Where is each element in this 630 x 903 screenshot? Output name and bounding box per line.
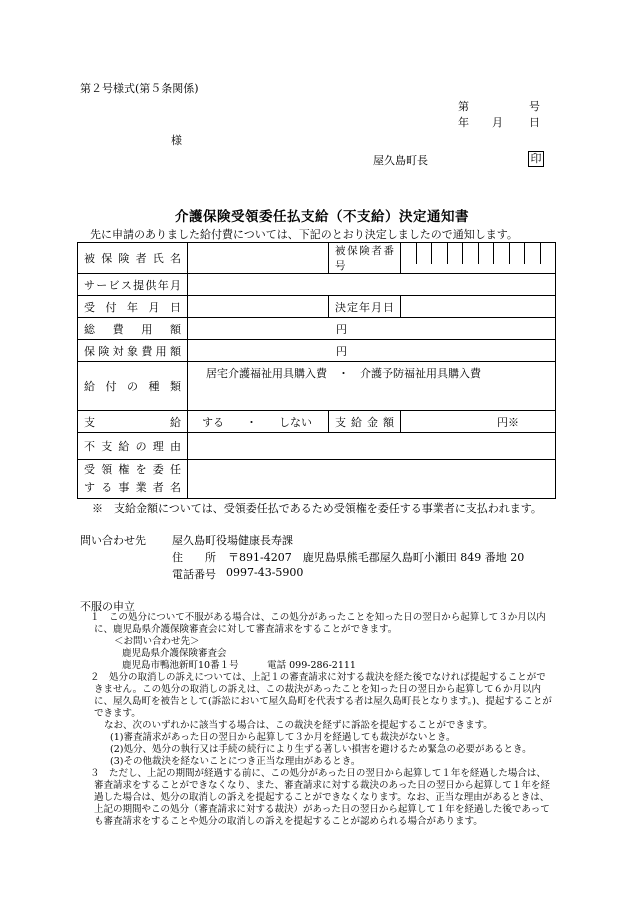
number-label-dai: 第: [458, 100, 469, 113]
contact-label: 問い合わせ先: [80, 534, 146, 547]
appeal-inquiry-address: 鹿児島市鴨池新町10番１号 電話 099-286-2111: [122, 660, 356, 671]
appeal-heading: 不服の申立: [80, 600, 135, 613]
document-title: 介護保険受領委任払支給（不支給）決定通知書: [175, 209, 469, 225]
insured-number-boxes: [401, 243, 556, 274]
appeal-paragraph-3: ３ ただし、上記の期間が経過する前に、この処分があった日の翌日から起算して１年を経過した場合は、審査請求をすることができなくなり、また、審査請求に対する裁決のあった日の翌日から起算して１年を経過した場合は、処分の取消しの訴えを提起することができなくなります。なお、正当な理由があるときは、上記の期間やこの処分（審査請求に対する裁決）があった日の翌日から起算して１年を経過した後であっても審査請求をすることや処分の取消しの訴えを提起することが認められる場合があります。: [90, 768, 550, 827]
date-label-day: 日: [529, 116, 540, 129]
label-insured-name: 被保険者氏名: [78, 243, 188, 274]
appeal-item-3: (3)その他裁決を経ないことにつき正当な理由があるとき。: [110, 756, 361, 767]
non-payment-reason-value: [188, 433, 556, 460]
form-number: 第２号様式(第５条関係): [80, 82, 199, 95]
addressee-sama: 様: [171, 134, 182, 147]
reception-date-value: [188, 296, 329, 318]
delegate-line-1: 受領権を委任: [84, 463, 181, 476]
benefit-type-value: 居宅介護福祉用具購入費 ・ 介護予防福祉用具購入費: [188, 362, 556, 411]
label-delegate-business: [78, 460, 188, 499]
label-insured-cost: 保険対象費用額: [78, 340, 188, 362]
delegate-business-value: [188, 460, 556, 499]
appeal-body: [80, 612, 555, 828]
appeal-paragraph-2: ２ 処分の取消しの訴えについては、上記１の審査請求に対する裁決を経た後でなければ提起することができません。この処分の取消しの訴えは、この裁決があったことを知った日の翌日から起算して６か月以内に、屋久島町を被告として(訴訟において屋久島町を代表する者は屋久島町長となります。)、提起することができます。: [90, 672, 552, 719]
appeal-inquiry-label: ＜お問い合わせ先＞: [114, 636, 200, 647]
label-payment-amount: 支給金額: [329, 411, 401, 433]
delegate-line-2: する事業者名: [84, 481, 181, 494]
number-label-go: 号: [529, 100, 540, 113]
appeal-inquiry-org: 鹿児島県介護保険審査会: [122, 648, 227, 659]
payment-note: ※ 支給金額については、受領委任払であるため受領権を委任する事業者に支払われます。: [92, 502, 542, 515]
payment-choice: する ・ しない: [188, 411, 329, 433]
appeal-paragraph-2b: なお、次のいずれかに該当する場合は、この裁決を経ずに訴訟を提起することができます。: [104, 720, 493, 731]
decision-table: [77, 242, 556, 499]
contact-address: 〒891-4207 鹿児島県熊毛郡屋久島町小瀬田 849 番地 20: [228, 551, 525, 564]
insured-cost-yen: 円: [188, 340, 556, 362]
seal-stamp: 印: [528, 151, 544, 167]
label-total-cost: 総費用額: [78, 318, 188, 340]
service-month-value: [188, 274, 556, 296]
total-cost-yen: 円: [188, 318, 556, 340]
label-non-payment-reason: 不支給の理由: [78, 433, 188, 460]
insured-name-value: [188, 243, 329, 274]
contact-department: 屋久島町役場健康長寿課: [172, 534, 293, 547]
appeal-item-2: (2)処分、処分の執行又は手続の続行により生ずる著しい損害を避けるため緊急の必要があるとき。: [110, 744, 532, 755]
date-label-month: 月: [492, 116, 503, 129]
label-benefit-type: 給付の種類: [78, 362, 188, 411]
contact-tel-label: 電話番号: [172, 568, 216, 581]
appeal-paragraph-1: １ この処分について不服がある場合は、この処分があったことを知った日の翌日から起算して３か月以内に、鹿児島県介護保険審査会に対して審査請求をすることができます。: [90, 612, 546, 635]
date-label-year: 年: [458, 116, 469, 129]
decision-date-value: [401, 296, 556, 318]
appeal-item-1: (1)審査請求があった日の翌日から起算して３か月を経過しても裁決がないとき。: [110, 732, 456, 743]
label-service-month: サービス提供年月: [78, 274, 188, 296]
contact-address-label: 住 所: [172, 551, 216, 564]
label-decision-date: 決定年月日: [329, 296, 401, 318]
mayor-name: 屋久島町長: [373, 154, 428, 167]
label-reception-date: 受付年月日: [78, 296, 188, 318]
label-insured-number: 被保険者番号: [329, 243, 401, 274]
label-payment: 支給: [78, 411, 188, 433]
intro-text: 先に申請のありました給付費については、下記のとおり決定しましたので通知します。: [90, 228, 518, 241]
contact-tel: 0997-43-5900: [226, 566, 304, 579]
payment-amount-yen: 円※: [401, 411, 556, 433]
